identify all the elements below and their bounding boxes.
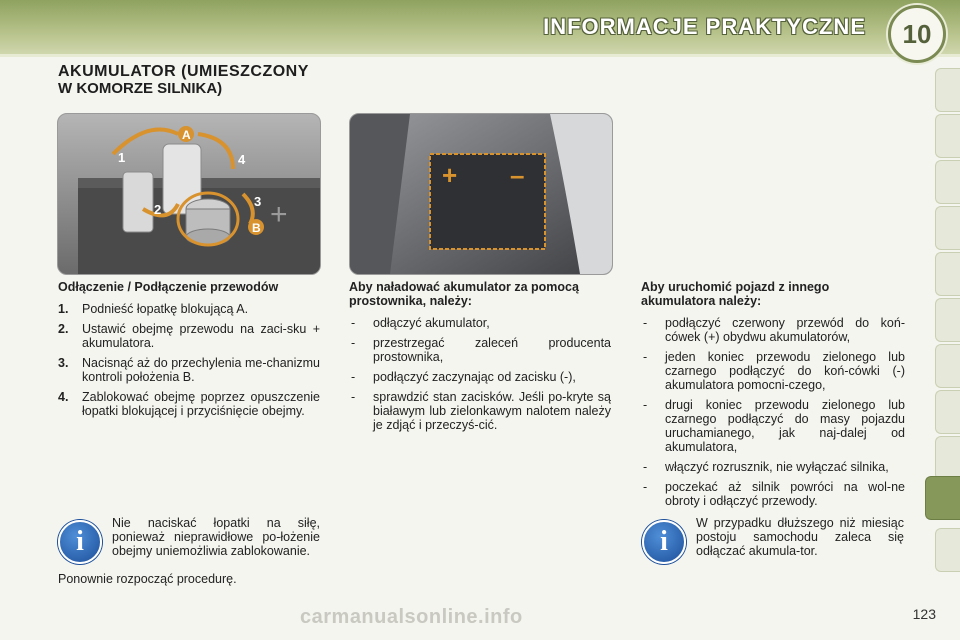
list-dash: - (351, 316, 356, 330)
jump-start-section (641, 280, 905, 514)
step-item (58, 390, 320, 418)
list-item-text: jeden koniec przewodu zielonego lub czarnego podłączyć do koń-cówki (-) akumulatora pomocni-czego, (665, 350, 905, 392)
section-title-line1: AKUMULATOR (UMIESZCZONY (58, 63, 309, 80)
step-number: 4. (58, 390, 69, 404)
battery-terminal-illustration (58, 114, 320, 274)
chapter-header (0, 0, 960, 57)
label-4: 4 (238, 152, 246, 167)
list-dash: - (643, 316, 648, 330)
chapter-tab[interactable] (935, 206, 960, 250)
list-item (641, 316, 905, 344)
chapter-tab[interactable] (935, 298, 960, 342)
step-item (58, 322, 320, 350)
list-item-text: włączyć rozrusznik, nie wyłączać silnika, (665, 460, 889, 474)
disconnect-connect-heading: Odłączenie / Podłączenie przewodów (58, 280, 279, 294)
step-item (58, 356, 320, 384)
chapter-tab[interactable] (935, 68, 960, 112)
engine-bay-illustration (350, 114, 612, 274)
chapter-tab[interactable] (935, 114, 960, 158)
section-title (58, 63, 309, 97)
chapter-number-badge: 10 (888, 5, 946, 63)
list-dash: - (643, 480, 648, 494)
info-note-text: W przypadku dłuższego niż miesiąc postoju samochodu zaleca się odłączać akumula-tor. (696, 516, 904, 558)
watermark: carmanualsonline.info (300, 606, 523, 628)
chapter-tab[interactable] (935, 436, 960, 480)
step-text: Zablokować obejmę poprzez opuszczenie łopatki blokującej i przyciśnięcie obejmy. (82, 390, 320, 418)
chapter-tab[interactable] (935, 160, 960, 204)
step-item (58, 302, 320, 316)
label-b: B (252, 221, 261, 235)
list-item (349, 370, 611, 384)
battery-positive-marker: + (442, 160, 458, 190)
label-2: 2 (154, 202, 162, 217)
info-note-text: Nie naciskać łopatki na siłę, ponieważ nieprawidłowe po-łożenie obejmy uniemożliwia zablokowanie. (112, 516, 320, 558)
list-item-text: sprawdzić stan zacisków. Jeśli po-kryte są białawym lub zielonkawym nalotem należy je zdjąć i przeczyś-cić. (373, 390, 611, 432)
info-icon: i (58, 520, 102, 564)
page-number: 123 (912, 606, 936, 622)
chapter-tab[interactable] (935, 252, 960, 296)
list-item (349, 316, 611, 330)
list-dash: - (643, 350, 648, 364)
list-item-text: odłączyć akumulator, (373, 316, 490, 330)
engine-bay-photo (349, 113, 613, 275)
info-followup-text: Ponownie rozpocząć procedurę. (58, 572, 237, 586)
list-dash: - (351, 336, 356, 350)
chapter-tab[interactable] (935, 344, 960, 388)
charging-section (349, 280, 611, 438)
chapter-tab[interactable] (935, 528, 960, 572)
jump-start-heading: Aby uruchomić pojazd z innego akumulatora należy: (641, 280, 830, 308)
list-item-text: przestrzegać zaleceń producenta prostownika, (373, 336, 611, 364)
info-icon: i (642, 520, 686, 564)
list-item-text: poczekać aż silnik powróci na wol-ne obroty i odłączyć przewody. (665, 480, 905, 508)
list-dash: - (351, 370, 356, 384)
chapter-tab-active[interactable] (925, 476, 960, 520)
chapter-tab[interactable] (935, 390, 960, 434)
list-item-text: drugi koniec przewodu zielonego lub czarnego podłączyć do masy pojazdu uruchamianego, jak naj-dalej od akumulatora, (665, 398, 905, 454)
list-item (641, 350, 905, 392)
disconnect-connect-section (58, 280, 320, 424)
list-dash: - (643, 398, 648, 412)
list-dash: - (643, 460, 648, 474)
step-text: Podnieść łopatkę blokującą A. (82, 302, 249, 316)
step-text: Nacisnąć aż do przechylenia me-chanizmu kontroli położenia B. (82, 356, 320, 384)
battery-terminal-photo (57, 113, 321, 275)
list-dash: - (351, 390, 356, 404)
step-number: 1. (58, 302, 69, 316)
chapter-title: INFORMACJE PRAKTYCZNE (543, 14, 866, 39)
list-item (349, 336, 611, 364)
list-item (641, 398, 905, 454)
chapter-tabs (930, 68, 960, 573)
step-number: 2. (58, 322, 69, 336)
battery-negative-marker: – (510, 160, 525, 190)
list-item-text: podłączyć zaczynając od zacisku (-), (373, 370, 576, 384)
battery-plus-sign: + (270, 198, 288, 231)
list-item (641, 460, 905, 474)
section-title-line2: W KOMORZE SILNIKA) (58, 80, 223, 97)
charging-heading: Aby naładować akumulator za pomocą prostownika, należy: (349, 280, 579, 308)
label-3: 3 (254, 194, 262, 209)
step-number: 3. (58, 356, 69, 370)
label-a: A (182, 128, 191, 142)
list-item (349, 390, 611, 432)
label-1: 1 (118, 150, 126, 165)
step-text: Ustawić obejmę przewodu na zaci-sku + akumulatora. (82, 322, 320, 350)
list-item-text: podłączyć czerwony przewód do koń-cówek (+) obydwu akumulatorów, (665, 316, 905, 344)
list-item (641, 480, 905, 508)
